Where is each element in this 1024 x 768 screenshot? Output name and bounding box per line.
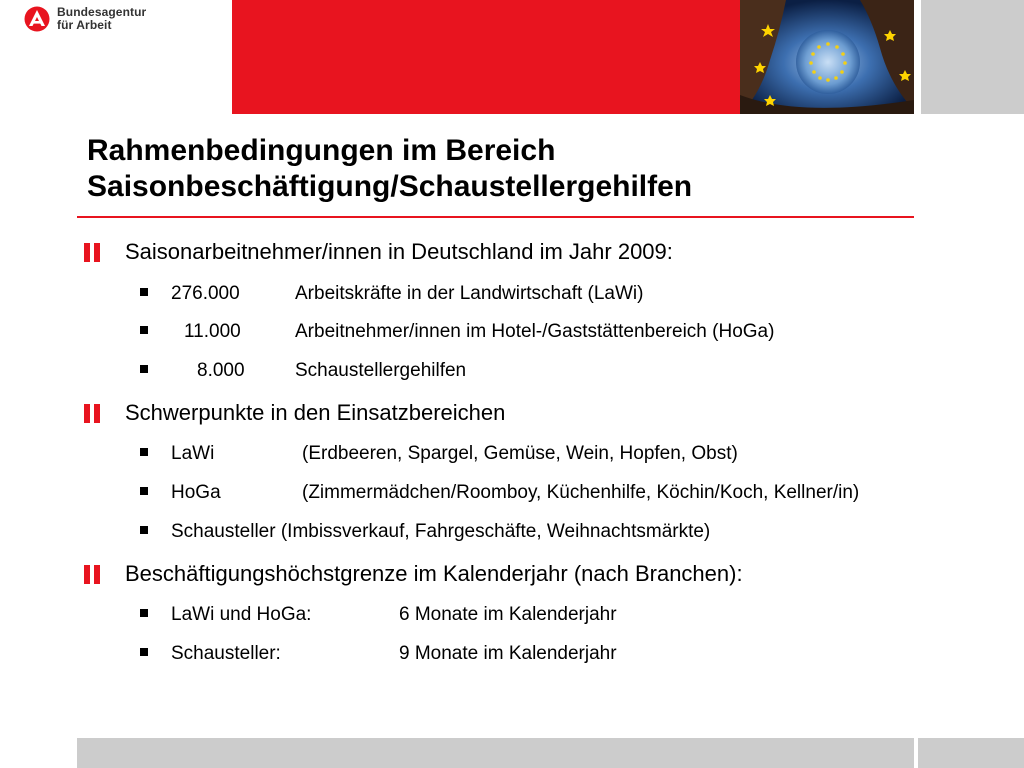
title-line1: Rahmenbedingungen im Bereich — [87, 134, 556, 167]
square-bullet-icon — [140, 448, 148, 456]
section-bullet-icon — [84, 565, 102, 584]
square-bullet-icon — [140, 288, 148, 296]
item-description: Arbeitnehmer/innen im Hotel-/Gaststättenbereich (HoGa) — [295, 321, 775, 342]
item-value: Schausteller: — [171, 643, 281, 664]
item-description: Arbeitskräfte in der Landwirtschaft (LaWi) — [295, 283, 644, 304]
item-description: (Zimmermädchen/Roomboy, Küchenhilfe, Köchin/Koch, Kellner/in) — [302, 482, 860, 503]
item-description: 6 Monate im Kalenderjahr — [399, 604, 617, 625]
item-value: LaWi und HoGa: — [171, 604, 312, 625]
section-heading: Schwerpunkte in den Einsatzbereichen — [125, 400, 506, 425]
list-item — [171, 482, 859, 504]
section-bullet-icon — [84, 404, 102, 423]
square-bullet-icon — [140, 609, 148, 617]
footer-gray-block — [918, 738, 1024, 768]
list-item — [171, 443, 738, 465]
section-bullet-icon — [84, 243, 102, 262]
item-value: HoGa — [171, 482, 221, 503]
section-heading: Beschäftigungshöchstgrenze im Kalenderjahr (nach Branchen): — [125, 561, 743, 586]
logo-line2: für Arbeit — [57, 18, 112, 32]
list-item — [171, 604, 617, 626]
square-bullet-icon — [140, 487, 148, 495]
item-value: LaWi — [171, 443, 215, 464]
list-item — [171, 321, 774, 343]
list-item — [171, 360, 466, 382]
logo-line1: Bundesagentur — [57, 5, 147, 19]
section-heading: Saisonarbeitnehmer/innen in Deutschland im Jahr 2009: — [125, 239, 673, 264]
item-value: Schausteller (Imbissverkauf, Fahrgeschäfte, Weihnachtsmärkte) — [171, 521, 711, 542]
list-item — [171, 283, 643, 305]
list-item — [171, 521, 710, 543]
square-bullet-icon — [140, 526, 148, 534]
item-value: 11.000 — [184, 321, 241, 342]
item-description: (Erdbeeren, Spargel, Gemüse, Wein, Hopfen, Obst) — [302, 443, 738, 464]
item-description: 9 Monate im Kalenderjahr — [399, 643, 617, 664]
item-description: Schaustellergehilfen — [295, 360, 467, 381]
title-line2: Saisonbeschäftigung/Schaustellergehilfen — [87, 170, 693, 203]
footer-gray-bar — [77, 738, 914, 768]
square-bullet-icon — [140, 326, 148, 334]
list-item — [171, 643, 617, 665]
square-bullet-icon — [140, 648, 148, 656]
item-value: 8.000 — [197, 360, 245, 381]
square-bullet-icon — [140, 365, 148, 373]
item-value: 276.000 — [171, 283, 240, 304]
